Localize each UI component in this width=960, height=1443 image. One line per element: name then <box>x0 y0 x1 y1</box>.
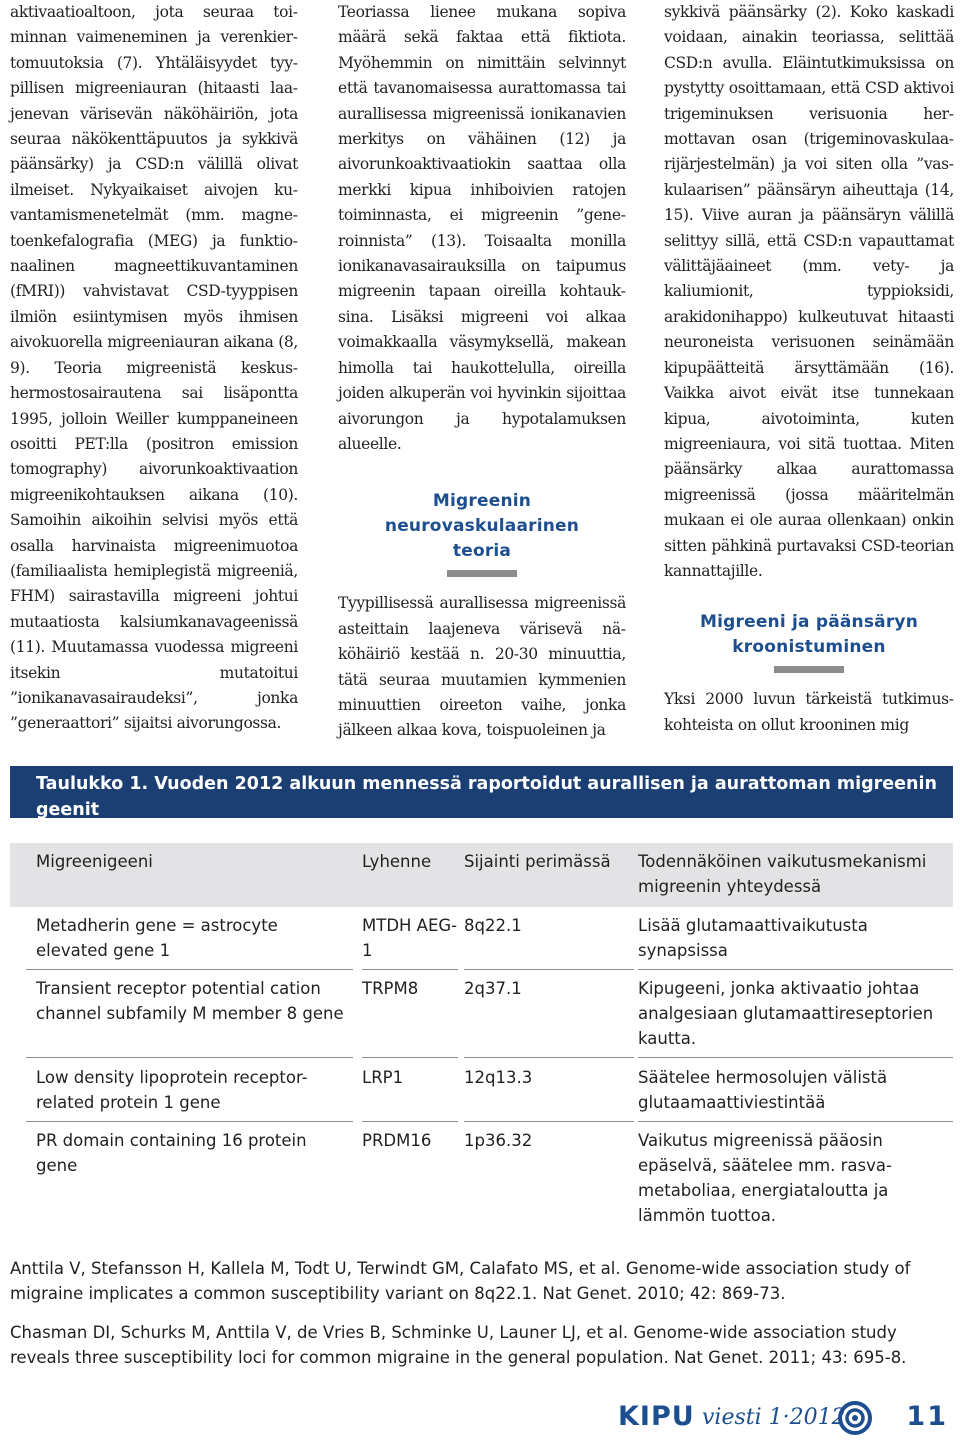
gene-location: 2q37.1 <box>464 979 522 998</box>
gene-mechanism: Vaikutus migreenissä pääosin epäselvä, säätelee mm. rasvametaboliaa, energiataloutta ja lämmön tuottoa. <box>638 1131 892 1225</box>
row-divider <box>26 1057 353 1058</box>
brand-logo-text: KIPU <box>618 1401 695 1432</box>
gene-table <box>10 766 953 1225</box>
gene-name: Transient receptor potential cation channel subfamily M member 8 gene <box>36 979 344 1023</box>
reference-2: Chasman DI, Schurks M, Anttila V, de Vries B, Schminke U, Launer LJ, et al. Genome-wide association study reveals three susceptibility loci for common migraine in the general population. Nat Genet. 2011; 43: 695-8. <box>10 1323 907 1367</box>
body-paragraph: Teoriassa lienee mukana sopiva määrä sekä faktaa että fiktiota. Myöhemmin on nimittäin selvinnyt että tavanomaisessa aurattomassa tai aurallisessa migreenissä ionikanavien merkitys on vähäinen (12) ja aivorunkoaktivaatiokin saattaa olla merkki kipua inhiboivien ratojen toiminnasta, ei migreenin ”generoinnista” (13). Toisaalta monilla ionikanavasairauksilla on taipumus migreenin tapaan oireilla kohtauksina. Lisäksi migreeni voi alkaa voimakkaalla väsymyksellä, makean himolla tai haukottelulla, oireilla joiden alkuperän voi hyvinkin sijoittaa aivorungon ja hypotalamuksen alueelle. <box>338 3 626 453</box>
section-heading: Migreenin neurovaskulaarinen teoria <box>384 491 580 562</box>
header-cell: Sijainti perimässä <box>464 852 611 871</box>
row-divider <box>464 1057 634 1058</box>
gene-mechanism: Kipugeeni, jonka aktivaatio johtaa analgesiaan glutamaattireseptorien kautta. <box>638 979 934 1048</box>
issue-label: viesti 1·2012 <box>702 1405 846 1430</box>
reference-1: Anttila V, Stefansson H, Kallela M, Todt U, Terwindt GM, Calafato MS, et al. Genome-wide association study of migraine implicates a common susceptibility variant on 8q22.1. Nat Genet. 2010; 42: 869-73. <box>10 1259 911 1303</box>
row-divider <box>464 969 634 970</box>
row-divider <box>464 1121 634 1122</box>
row-divider <box>362 969 458 970</box>
heading-rule <box>447 570 517 577</box>
heading-rule <box>774 666 844 673</box>
page-footer <box>618 1401 948 1435</box>
row-divider <box>638 1121 953 1122</box>
page-number: 11 <box>906 1401 948 1432</box>
row-divider <box>26 1121 353 1122</box>
body-paragraph: Yksi 2000 luvun tärkeistä tutkimuskohteista on ollut krooninen mig <box>664 690 954 734</box>
table-title: Taulukko 1. Vuoden 2012 alkuun mennessä raportoidut aurallisen ja aurattoman migreenin geenit <box>10 766 953 818</box>
header-cell: Lyhenne <box>362 852 432 871</box>
article-column-2 <box>338 0 626 744</box>
body-paragraph: sykkivä päänsärky (2). Koko kaskadi voidaan, ainakin teoriassa, selittää CSD:n avulla. Eläintutkimuksissa on pystytty osoittamaan, että CSD aktivoi trigeminuksen verisuonia hermottavan osan (trigeminovaskulaarijärjestelmän) ja voi siten olla ”vaskulaarisen” päänsäryn aiheuttaja (14, 15). Viive auran ja päänsäryn välillä selittyy sillä, että CSD:n vapauttamat välittäjäaineet (mm. vety- ja kaliumionit, typpioksidi, arakidonihappo) kulkeutuvat hitaasti neuroneista verisuonen seinämään kipupäätteitä ärsyttämään (16). Vaikka aivot eivät itse tunnekaan kipua, aivotoiminta, kuten migreeniaura, voi sitä tuottaa. Miten päänsärky alkaa aurattomassa migreenissä (jossa määritelmän mukaan ei ole auraa ollenkaan) onkin sitten pähkinä purtavaksi CSD-teorian kannattajille. <box>664 3 954 580</box>
swirl-logo-icon <box>838 1401 872 1435</box>
body-paragraph: Tyypillisessä aurallisessa migreenissä asteittain laajeneva värisevä näköhäiriö kestää n. 20-30 minuuttia, tätä seuraa muutamien kymmenien minuuttien oireeton vaihe, jonka jälkeen alkaa kova, toispuoleinen ja <box>338 594 626 740</box>
row-divider <box>638 1057 953 1058</box>
gene-location: 8q22.1 <box>464 916 522 935</box>
row-divider <box>362 1121 458 1122</box>
header-cell: Todennäköinen vaikutusmekanismi migreenin yhteydessä <box>638 852 927 896</box>
gene-name: Low density lipoprotein receptor-related protein 1 gene <box>36 1068 308 1112</box>
gene-abbreviation: MTDH AEG-1 <box>362 916 458 960</box>
header-cell: Migreenigeeni <box>36 852 153 871</box>
gene-abbreviation: TRPM8 <box>362 979 419 998</box>
gene-name: PR domain containing 16 protein gene <box>36 1131 307 1175</box>
gene-mechanism: Säätelee hermosolujen välistä glutaamaattiviestintää <box>638 1068 888 1112</box>
table-body <box>10 907 953 1225</box>
row-divider <box>362 1057 458 1058</box>
gene-location: 1p36.32 <box>464 1131 533 1150</box>
article-column-3 <box>664 0 954 738</box>
body-paragraph: aktivaatioaltoon, jota seuraa toiminnan vaimeneminen ja verenkiertomuutoksia (7). Yhtäläisyydet tyypillisen migreeniauran (hitaasti laajenevan värisevän näköhäiriön, jota seuraa näkökenttäpuutos ja sykkivä päänsärky) ja CSD:n välillä olivat ilmeiset. Nykyaikaiset aivojen kuvantamismenetelmät (mm. magnetoenkefalografia (MEG) ja funktionaalinen magneettikuvantaminen (fMRI)) vahvistavat CSD-tyyppisen ilmiön esiintymisen myös ihmisen aivokuorella migreeniauran aikana (8, 9). Teoria migreenistä keskushermostosairautena sai lisäpontta 1995, jolloin Weiller kumppaneineen osoitti PET:lla (positron emission tomography) aivorunkoaktivaation migreenikohtauksen aikana (10). Samoihin aikoihin selvisi myös että osalla harvinaista migreenimuotoa (familiaalista hemiplegistä migreeniä, FHM) sairastavilla migreeni johtui mutaatiosta kalsiumkanavageenissä (11). Muutamassa vuodessa migreeni itsekin mutatoitui ”ionikanavasairaudeksi”, jonka ”generaattori” sijaitsi aivorungossa. <box>10 3 298 733</box>
article-column-1 <box>10 0 298 737</box>
row-divider <box>26 969 353 970</box>
gene-location: 12q13.3 <box>464 1068 533 1087</box>
section-heading: Migreeni ja päänsäryn kroonistuminen <box>700 612 918 658</box>
gene-mechanism: Lisää glutamaattivaikutusta synapsissa <box>638 916 868 960</box>
table-header-row <box>10 843 953 907</box>
gene-name: Metadherin gene = astrocyte elevated gene 1 <box>36 916 278 960</box>
gene-abbreviation: LRP1 <box>362 1068 404 1087</box>
gene-abbreviation: PRDM16 <box>362 1131 432 1150</box>
row-divider <box>638 969 953 970</box>
